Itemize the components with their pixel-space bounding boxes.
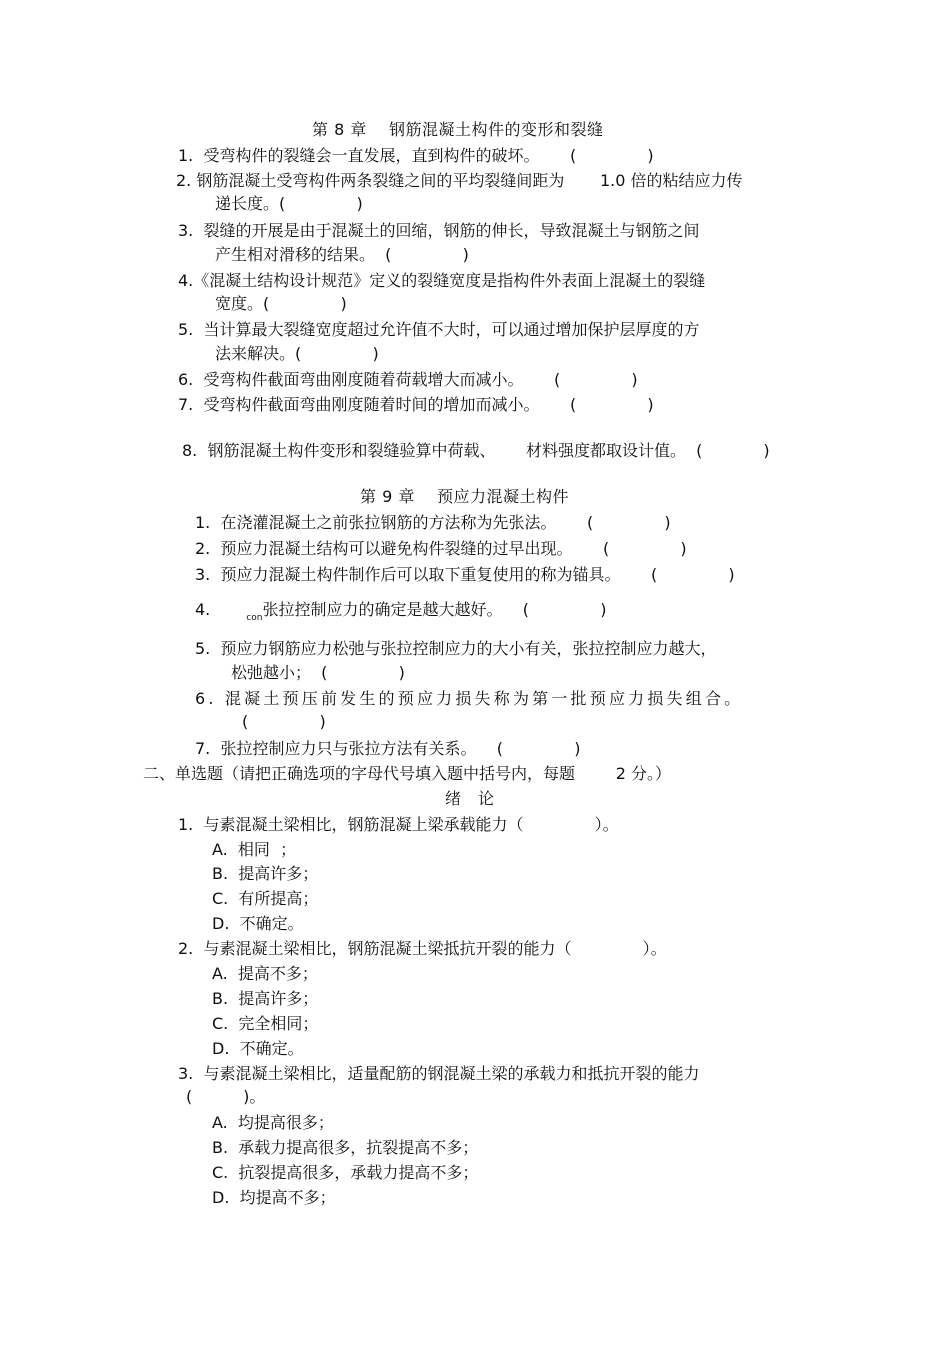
ch8-question-8: 8. 钢筋混凝土构件变形和裂缝验算中荷载、 材料强度都取设计值。 ( ) [182,441,770,460]
sc-q3-option-b: B. 承载力提高很多，抗裂提高不多； [212,1138,479,1157]
ch8-question-7: 7. 受弯构件截面弯曲刚度随着时间的增加而减小。 ( ) [178,395,654,414]
ch8-question-5-line2: 法来解决。( ) [215,344,379,363]
sc-question-1: 1. 与素混凝土梁相比，钢筋混凝上梁承载能力（ ）。 [178,815,619,834]
ch8-question-4-line1: 4.《混凝土结构设计规范》定义的裂缝宽度是指构件外表面上混凝土的裂缝 [178,271,706,290]
sc-q3-option-a: A. 均提高很多； [212,1113,334,1132]
chapter-8-title: 第 8 章 钢筋混凝土构件的变形和裂缝 [312,120,604,139]
sc-question-2: 2. 与素混凝土梁相比，钢筋混凝土梁抵抗开裂的能力（ ）。 [178,939,667,958]
ch8-question-6: 6. 受弯构件截面弯曲刚度随着荷载增大而减小。 ( ) [178,370,638,389]
sc-question-3-line2: ( )。 [186,1087,266,1106]
ch8-question-2-line2: 递长度。( ) [215,194,363,213]
sc-q2-option-b: B. 提高许多； [212,989,319,1008]
ch8-question-4-line2: 宽度。( ) [215,294,347,313]
sc-q1-option-d: D. 不确定。 [212,914,304,933]
ch9-question-4-text: 张拉控制应力的确定是越大越好。 ( ) [262,600,607,619]
sc-question-3-line1: 3. 与素混凝土梁相比，适量配筋的钢混凝土梁的承载力和抵抗开裂的能力 [178,1064,700,1083]
sc-q2-option-d: D. 不确定。 [212,1039,304,1058]
ch8-question-2-line1: 2. 钢筋混凝土受弯构件两条裂缝之间的平均裂缝间距为 1.0 倍的粘结应力传 [176,171,743,190]
sc-q1-option-c: C. 有所提高； [212,889,319,908]
sc-q2-option-c: C. 完全相同； [212,1014,319,1033]
ch9-question-4 [195,600,607,623]
sigma-con-subscript: con [246,613,263,623]
ch9-question-3: 3. 预应力混凝土构件制作后可以取下重复使用的称为锚具。 ( ) [195,565,735,584]
ch8-question-5-line1: 5. 当计算最大裂缝宽度超过允许值不大时，可以通过增加保护层厚度的方 [178,320,700,339]
ch9-question-7: 7. 张拉控制应力只与张拉方法有关系。 ( ) [195,739,581,758]
sc-q3-option-c: C. 抗裂提高很多，承载力提高不多； [212,1163,479,1182]
section-2-title: 二、单选题（请把正确选项的字母代号填入题中括号内，每题 2 分。） [143,764,671,783]
ch9-question-5-line2: 松弛越小； ( ) [231,663,405,682]
ch9-question-4-number: 4. [195,600,211,619]
sc-q2-option-a: A. 提高不多； [212,964,318,983]
chapter-9-title: 第 9 章 预应力混凝土构件 [360,487,569,506]
ch8-question-3-line1: 3. 裂缝的开展是由于混凝土的回缩，钢筋的伸长，导致混凝土与钢筋之间 [178,221,700,240]
sc-q3-option-d: D. 均提高不多； [212,1188,336,1207]
ch8-question-3-line2: 产生相对滑移的结果。 ( ) [215,245,469,264]
ch8-question-1: 1. 受弯构件的裂缝会一直发展，直到构件的破坏。 ( ) [178,146,654,165]
sc-q1-option-a: A. 相同 ； [212,840,297,859]
ch9-question-1: 1. 在浇灌混凝土之前张拉钢筋的方法称为先张法。 ( ) [195,513,671,532]
sc-q1-option-b: B. 提高许多； [212,864,319,883]
ch9-question-6-line1: 6. 混凝土预压前发生的预应力损失称为第一批预应力损失组合。 [195,689,744,708]
ch9-question-6-line2: ( ) [242,712,326,731]
ch9-question-2: 2. 预应力混凝土结构可以避免构件裂缝的过早出现。 ( ) [195,539,687,558]
ch9-question-5-line1: 5. 预应力钢筋应力松弛与张拉控制应力的大小有关，张拉控制应力越大， [195,639,717,658]
introduction-title: 绪 论 [445,789,495,808]
